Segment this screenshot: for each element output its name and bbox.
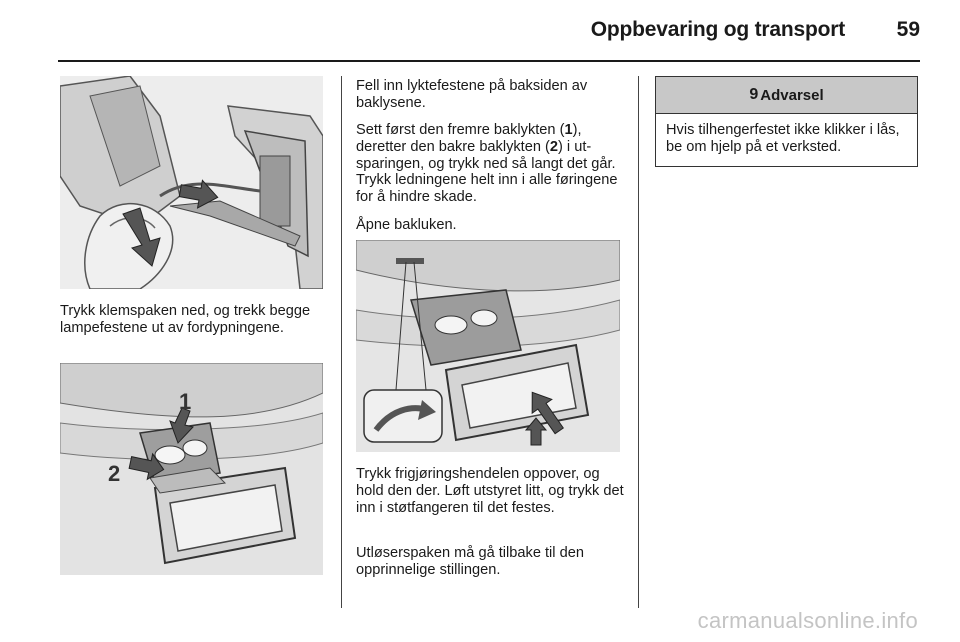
warning-icon: 9 bbox=[749, 86, 759, 103]
figure-label-1: 1 bbox=[179, 389, 192, 414]
figure-insert-lamps bbox=[60, 363, 323, 575]
instruction-para-1: Fell inn lyktefestene på baksiden av baklysene. bbox=[356, 78, 588, 111]
instruction-para-5: Utløserspaken må gå tilbake til den opprinnelige stillingen. bbox=[356, 545, 584, 578]
figure-release-lever bbox=[356, 240, 620, 452]
warning-text: Hvis tilhengerfestet ikke klikker i lås, be om hjelp på et verksted. bbox=[666, 122, 900, 155]
column-divider-right bbox=[638, 76, 639, 608]
instruction-para-2 bbox=[356, 122, 628, 206]
figure-label-2: 2 bbox=[108, 461, 121, 486]
para2-text-a: Sett først den fremre baklykten ( bbox=[356, 122, 565, 138]
page-header-title: Oppbevaring og transport bbox=[590, 18, 845, 41]
watermark: carmanualsonline.info bbox=[697, 608, 918, 633]
warning-title: Advarsel bbox=[760, 86, 824, 104]
warning-box bbox=[655, 76, 918, 167]
header-rule bbox=[58, 60, 920, 62]
para2-text-b: ), deretter den bakre baklykten ( bbox=[356, 122, 582, 155]
instruction-para-4: Trykk frigjøringshendelen oppover, og hold den der. Løft utstyret litt, og trykk det inn i støtfangeren til det festes. bbox=[356, 466, 624, 516]
column-divider-left bbox=[341, 76, 342, 608]
warning-header bbox=[656, 77, 917, 114]
instruction-para-3: Åpne bakluken. bbox=[356, 217, 457, 233]
page-number: 59 bbox=[896, 18, 920, 41]
instruction-caption-1: Trykk klemspaken ned, og trekk begge lampefestene ut av fordypningene. bbox=[60, 303, 311, 336]
figure-lamp-holder-release bbox=[60, 76, 323, 289]
para2-number-1: 1 bbox=[564, 122, 573, 138]
para2-text-c: ) i utsparingen, og trykk ned så langt det går. Trykk ledningene helt inn i alle føringene for å hindre skade. bbox=[356, 138, 618, 206]
para2-number-2: 2 bbox=[549, 138, 559, 155]
